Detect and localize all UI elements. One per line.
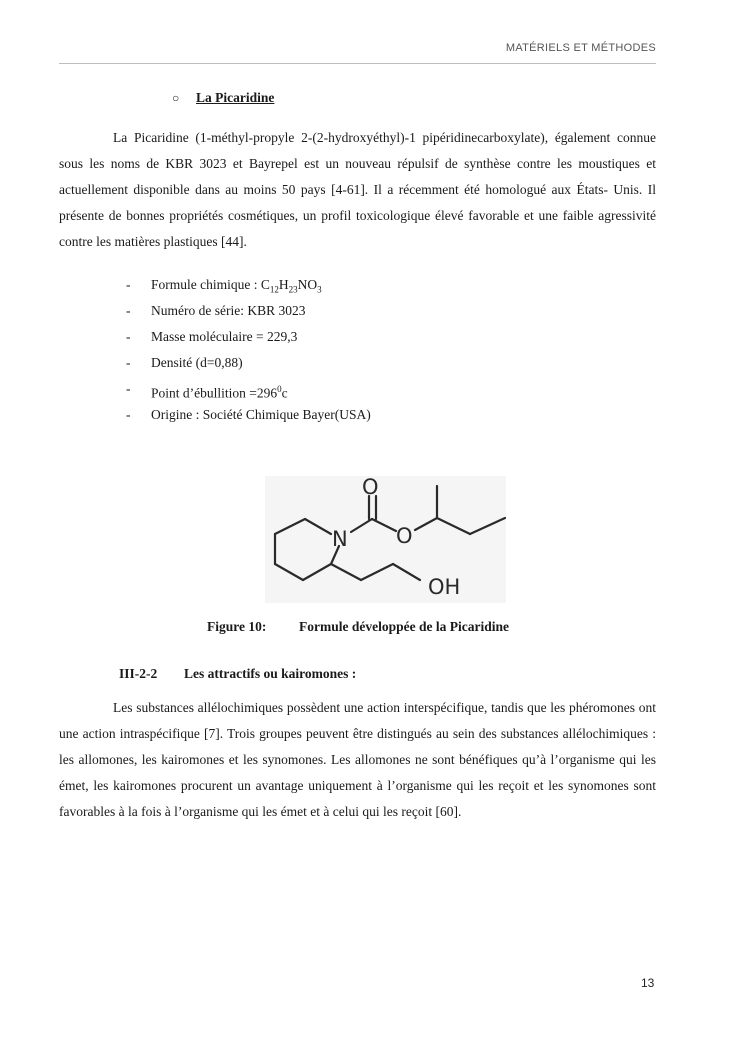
dash-bullet: - (126, 277, 131, 292)
picaridine-structure (265, 476, 506, 603)
dash-bullet: - (126, 329, 131, 344)
atom-oh: OH (428, 575, 461, 599)
atom-n: N (332, 527, 348, 551)
dash-bullet: - (126, 407, 131, 422)
figure-label: Figure 10: (207, 619, 267, 634)
serial-text: Numéro de série: KBR 3023 (151, 303, 306, 318)
running-header: MATÉRIELS ET MÉTHODES (59, 42, 656, 64)
list-item (126, 324, 371, 350)
mass-text: Masse moléculaire = 229,3 (151, 329, 298, 344)
list-item (126, 350, 371, 376)
structure-figure (265, 476, 506, 603)
dash-bullet: - (126, 355, 131, 370)
density-text: Densité (d=0,88) (151, 355, 243, 370)
intro-paragraph: La Picaridine (1-méthyl-propyle 2-(2-hydroxyéthyl)-1 pipéridinecarboxylate), également connue sous les noms de KBR 3023 et Bayrepel est un nouveau répulsif de synthèse contre les moustiques et actuellement disponible dans au moins 50 pays [4-61]. Il a récemment été homologué aux États- Unis. Il présente de bonnes propriétés cosmétiques, un profil toxicologique élevé favorable et une faible agressivité contre les matières plastiques [44]. (59, 130, 656, 249)
list-item (126, 376, 371, 402)
subsection-heading (172, 90, 274, 106)
section-number: III-2-2 (119, 666, 158, 681)
list-item (126, 272, 371, 298)
list-item (126, 402, 371, 428)
subsection-title: La Picaridine (196, 90, 275, 105)
page-number: 13 (641, 976, 655, 990)
section-paragraph: Les substances allélochimiques possèdent une action interspécifique, tandis que les phéromones ont une action intraspécifique [7]. Trois groupes peuvent être distingués au sein des substances allélochimiques : les allomones, les kairomones et les synomones. Les allomones ne sont bénéfiques qu’à l’organisme qui les émet, les kairomones procurent un avantage uniquement à l’organisme qui les reçoit et les synomones sont favorables à la fois à l’organisme qui les émet et à celui qui les reçoit [60]. (59, 700, 656, 819)
origin-text: Origine : Société Chimique Bayer(USA) (151, 407, 371, 422)
figure-title: Formule développée de la Picaridine (299, 619, 509, 634)
circle-bullet-icon: ○ (172, 91, 180, 105)
list-item (126, 298, 371, 324)
formula-text: Formule chimique : $C_{12}H_{23}NO_3$ (151, 277, 322, 295)
atom-o-ester: O (396, 524, 413, 548)
properties-list (126, 272, 371, 428)
boiling-point-text: Point d’ébullition $=296^0c$ (151, 384, 288, 401)
section-title: Les attractifs ou kairomones : (184, 666, 357, 681)
atom-o-carbonyl: O (362, 476, 379, 499)
section-heading (119, 666, 356, 682)
dash-bullet: - (126, 303, 131, 318)
dash-bullet: - (126, 381, 131, 396)
